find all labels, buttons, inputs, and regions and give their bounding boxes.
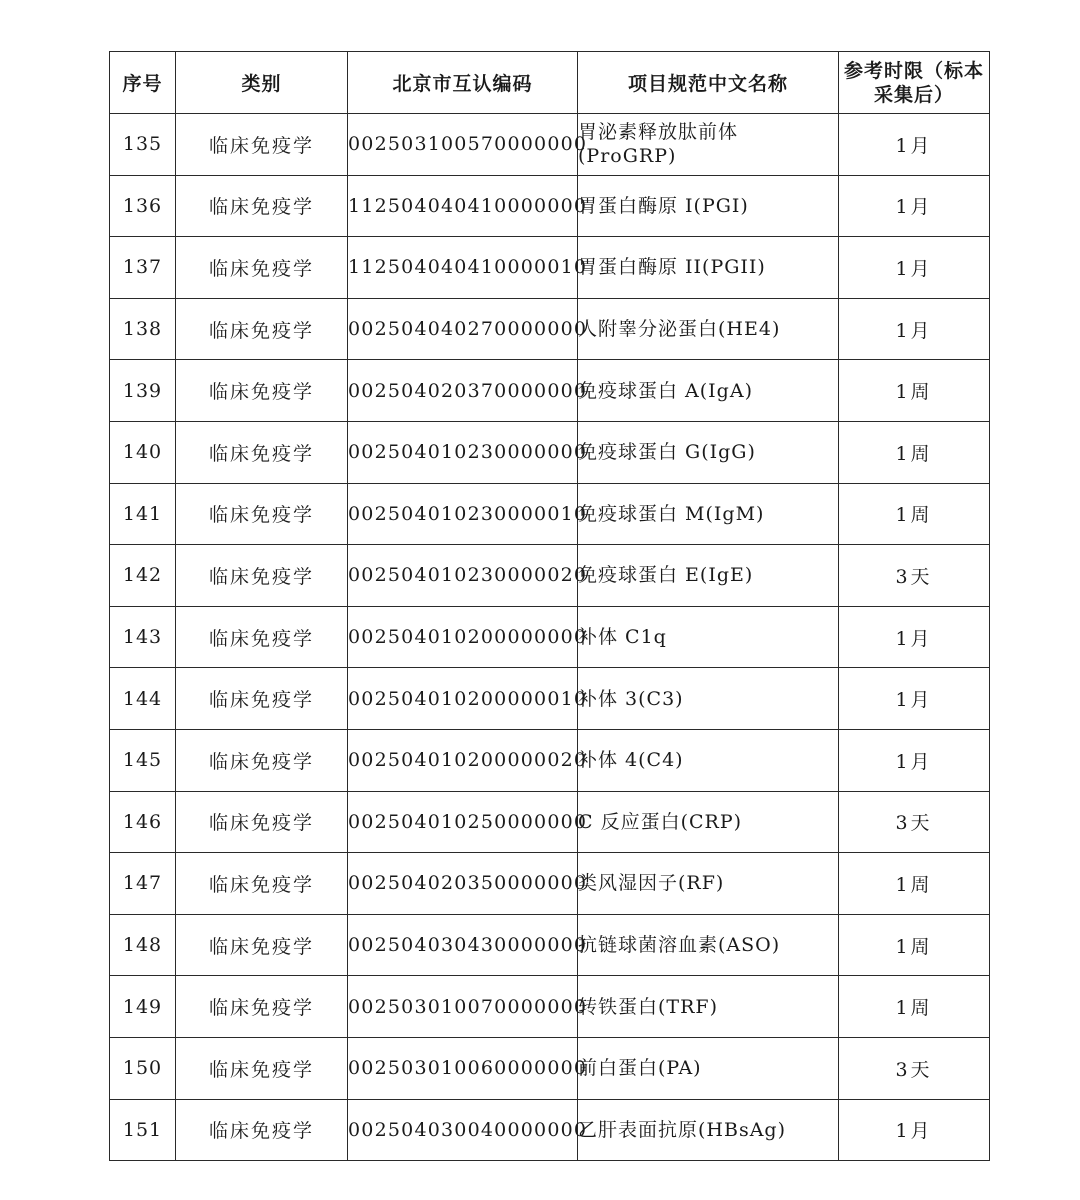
cell-limit: 1周 bbox=[839, 914, 990, 976]
cell-limit: 1周 bbox=[839, 360, 990, 422]
table-row bbox=[110, 791, 990, 853]
cell-code: 112504040410000010 bbox=[348, 237, 578, 299]
cell-limit: 1月 bbox=[839, 298, 990, 360]
cell-limit: 1月 bbox=[839, 668, 990, 730]
table-row bbox=[110, 1099, 990, 1161]
cell-category: 临床免疫学 bbox=[176, 421, 348, 483]
cell-name: 乙肝表面抗原(HBsAg) bbox=[578, 1099, 839, 1161]
cell-name: 免疫球蛋白 M(IgM) bbox=[578, 483, 839, 545]
cell-limit: 1周 bbox=[839, 853, 990, 915]
table-row bbox=[110, 421, 990, 483]
cell-no: 140 bbox=[110, 421, 176, 483]
cell-no: 141 bbox=[110, 483, 176, 545]
cell-code: 002504030430000000 bbox=[348, 914, 578, 976]
header-category: 类别 bbox=[176, 52, 348, 114]
cell-category: 临床免疫学 bbox=[176, 729, 348, 791]
header-limit: 参考时限（标本采集后） bbox=[839, 52, 990, 114]
table-row bbox=[110, 545, 990, 607]
cell-no: 150 bbox=[110, 1037, 176, 1099]
cell-code: 002504030040000000 bbox=[348, 1099, 578, 1161]
table-row bbox=[110, 175, 990, 237]
cell-limit: 1月 bbox=[839, 175, 990, 237]
cell-name: 人附睾分泌蛋白(HE4) bbox=[578, 298, 839, 360]
cell-limit: 1月 bbox=[839, 729, 990, 791]
cell-no: 145 bbox=[110, 729, 176, 791]
table-row bbox=[110, 606, 990, 668]
cell-category: 临床免疫学 bbox=[176, 1099, 348, 1161]
table-row bbox=[110, 360, 990, 422]
cell-category: 临床免疫学 bbox=[176, 976, 348, 1038]
reference-table bbox=[109, 51, 990, 1161]
document-page bbox=[109, 51, 989, 1161]
cell-category: 临床免疫学 bbox=[176, 668, 348, 730]
cell-name: 胃蛋白酶原 I(PGI) bbox=[578, 175, 839, 237]
cell-limit: 1月 bbox=[839, 606, 990, 668]
table-body bbox=[110, 114, 990, 1161]
cell-category: 临床免疫学 bbox=[176, 175, 348, 237]
table-row bbox=[110, 668, 990, 730]
cell-code: 002504040270000000 bbox=[348, 298, 578, 360]
header-name: 项目规范中文名称 bbox=[578, 52, 839, 114]
cell-name: 类风湿因子(RF) bbox=[578, 853, 839, 915]
cell-code: 002503010070000000 bbox=[348, 976, 578, 1038]
cell-limit: 3天 bbox=[839, 1037, 990, 1099]
cell-name: 抗链球菌溶血素(ASO) bbox=[578, 914, 839, 976]
cell-category: 临床免疫学 bbox=[176, 606, 348, 668]
cell-category: 临床免疫学 bbox=[176, 483, 348, 545]
cell-code: 002504010200000010 bbox=[348, 668, 578, 730]
table-header bbox=[110, 52, 990, 114]
table-row bbox=[110, 729, 990, 791]
cell-code: 002504010200000000 bbox=[348, 606, 578, 668]
cell-category: 临床免疫学 bbox=[176, 1037, 348, 1099]
cell-no: 143 bbox=[110, 606, 176, 668]
cell-code: 002503100570000000 bbox=[348, 114, 578, 176]
cell-limit: 3天 bbox=[839, 545, 990, 607]
table-row bbox=[110, 976, 990, 1038]
cell-limit: 1月 bbox=[839, 237, 990, 299]
cell-name: C 反应蛋白(CRP) bbox=[578, 791, 839, 853]
cell-name: 补体 4(C4) bbox=[578, 729, 839, 791]
cell-limit: 1周 bbox=[839, 976, 990, 1038]
cell-no: 135 bbox=[110, 114, 176, 176]
cell-limit: 1月 bbox=[839, 114, 990, 176]
cell-no: 139 bbox=[110, 360, 176, 422]
cell-name: 补体 3(C3) bbox=[578, 668, 839, 730]
table-row bbox=[110, 914, 990, 976]
cell-code: 002504010250000000 bbox=[348, 791, 578, 853]
cell-no: 148 bbox=[110, 914, 176, 976]
cell-category: 临床免疫学 bbox=[176, 298, 348, 360]
cell-code: 002503010060000000 bbox=[348, 1037, 578, 1099]
cell-limit: 1月 bbox=[839, 1099, 990, 1161]
header-code: 北京市互认编码 bbox=[348, 52, 578, 114]
cell-category: 临床免疫学 bbox=[176, 114, 348, 176]
cell-no: 151 bbox=[110, 1099, 176, 1161]
cell-category: 临床免疫学 bbox=[176, 914, 348, 976]
cell-name: 胃泌素释放肽前体 (ProGRP) bbox=[578, 114, 839, 176]
cell-code: 002504020350000000 bbox=[348, 853, 578, 915]
cell-limit: 3天 bbox=[839, 791, 990, 853]
cell-name: 免疫球蛋白 A(IgA) bbox=[578, 360, 839, 422]
cell-category: 临床免疫学 bbox=[176, 791, 348, 853]
cell-category: 临床免疫学 bbox=[176, 545, 348, 607]
header-row bbox=[110, 52, 990, 114]
cell-no: 146 bbox=[110, 791, 176, 853]
cell-name: 转铁蛋白(TRF) bbox=[578, 976, 839, 1038]
cell-no: 149 bbox=[110, 976, 176, 1038]
cell-no: 142 bbox=[110, 545, 176, 607]
cell-code: 002504020370000000 bbox=[348, 360, 578, 422]
cell-no: 137 bbox=[110, 237, 176, 299]
cell-code: 002504010230000010 bbox=[348, 483, 578, 545]
cell-limit: 1周 bbox=[839, 421, 990, 483]
cell-limit: 1周 bbox=[839, 483, 990, 545]
cell-no: 144 bbox=[110, 668, 176, 730]
cell-no: 138 bbox=[110, 298, 176, 360]
cell-name: 前白蛋白(PA) bbox=[578, 1037, 839, 1099]
cell-code: 002504010200000020 bbox=[348, 729, 578, 791]
table-row bbox=[110, 483, 990, 545]
table-row bbox=[110, 853, 990, 915]
table-row bbox=[110, 1037, 990, 1099]
table-row bbox=[110, 237, 990, 299]
cell-no: 147 bbox=[110, 853, 176, 915]
header-no: 序号 bbox=[110, 52, 176, 114]
cell-name: 补体 C1q bbox=[578, 606, 839, 668]
cell-category: 临床免疫学 bbox=[176, 360, 348, 422]
table-row bbox=[110, 298, 990, 360]
cell-code: 002504010230000000 bbox=[348, 421, 578, 483]
cell-name: 免疫球蛋白 G(IgG) bbox=[578, 421, 839, 483]
cell-category: 临床免疫学 bbox=[176, 237, 348, 299]
cell-name: 免疫球蛋白 E(IgE) bbox=[578, 545, 839, 607]
cell-no: 136 bbox=[110, 175, 176, 237]
cell-code: 112504040410000000 bbox=[348, 175, 578, 237]
cell-name: 胃蛋白酶原 II(PGII) bbox=[578, 237, 839, 299]
cell-category: 临床免疫学 bbox=[176, 853, 348, 915]
table-row bbox=[110, 114, 990, 176]
cell-code: 002504010230000020 bbox=[348, 545, 578, 607]
